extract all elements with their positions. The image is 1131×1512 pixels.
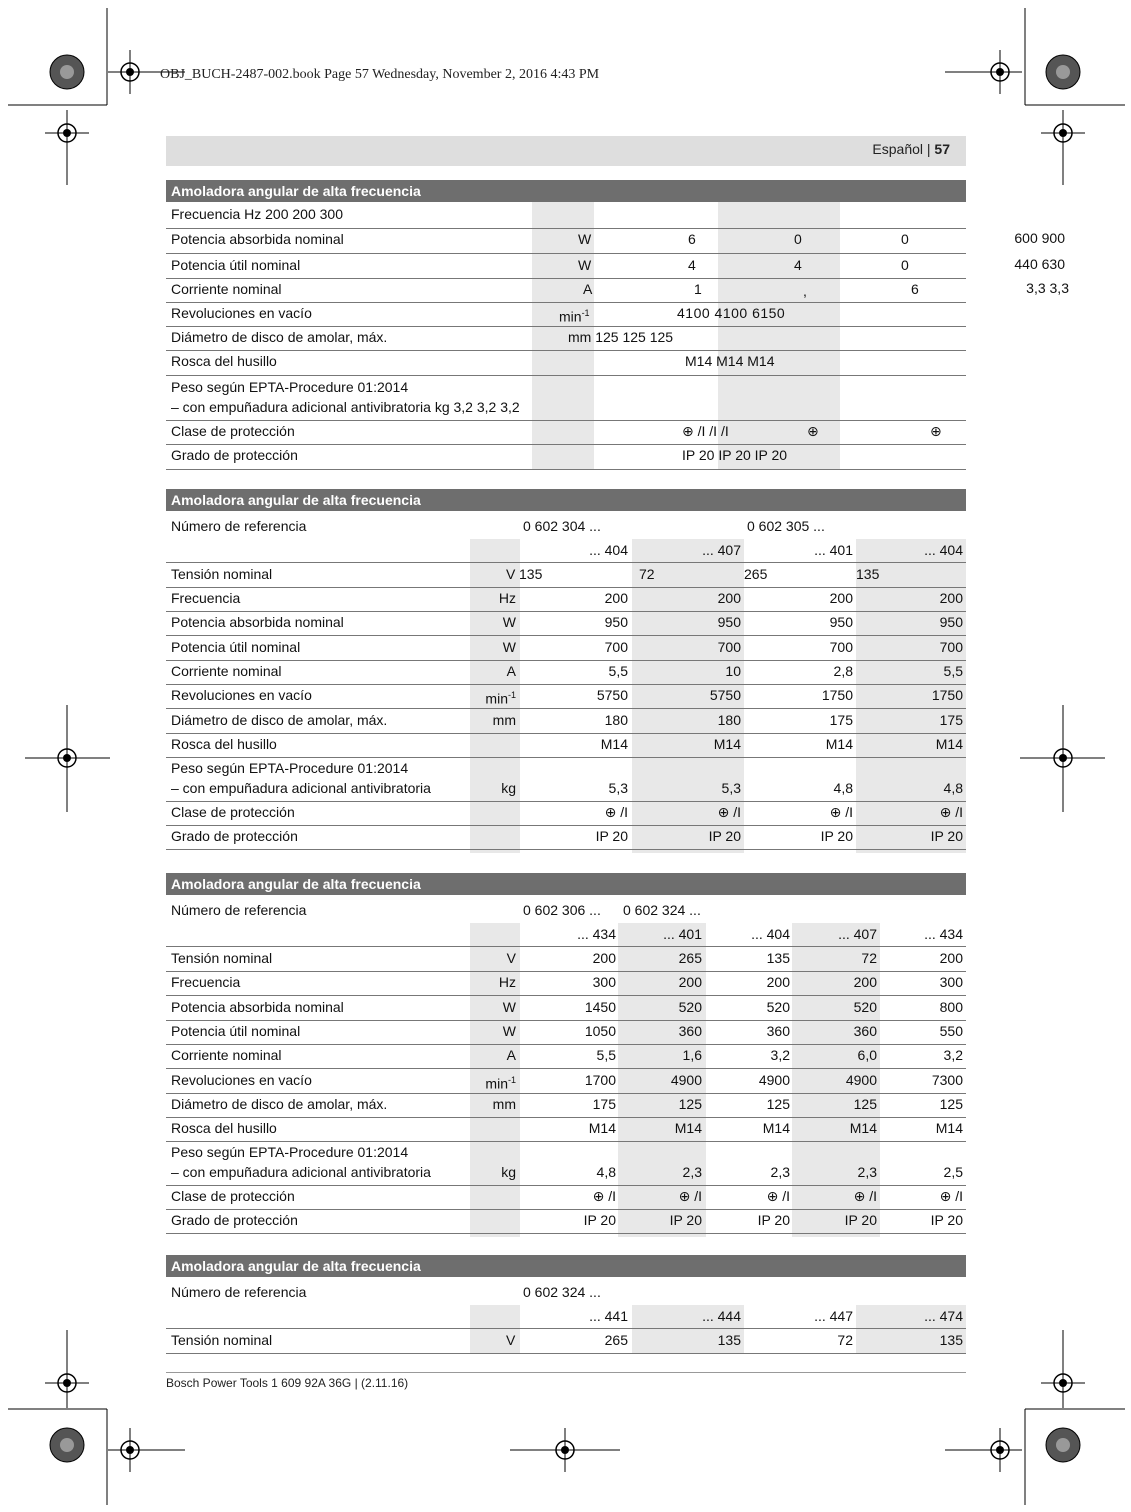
value: IP 20 xyxy=(820,828,853,845)
ref-a: 0 602 306 ... xyxy=(523,902,601,918)
unit-sup: -1 xyxy=(581,308,590,318)
unit xyxy=(507,662,516,680)
header-language: Español xyxy=(872,141,923,157)
value: , xyxy=(803,283,807,299)
row-divider xyxy=(166,1353,966,1354)
value: 4,8 xyxy=(833,780,853,797)
row-label: Clase de protección xyxy=(171,423,295,439)
value: IP 20 xyxy=(669,1212,702,1229)
row-label: Clase de protección xyxy=(171,1188,295,1205)
row-divider xyxy=(166,228,966,229)
unit xyxy=(499,589,516,607)
unit-text: W xyxy=(502,614,516,631)
row-divider xyxy=(166,350,966,351)
row-divider xyxy=(166,444,966,445)
row-divider xyxy=(166,420,966,421)
spec-table-2 xyxy=(166,489,966,853)
unit xyxy=(507,949,516,967)
value: 4,8 xyxy=(596,1164,616,1181)
value: ⊕ /I /I /I xyxy=(682,423,729,439)
row-label: Diámetro de disco de amolar, máx. xyxy=(171,711,388,728)
value: 3,2 xyxy=(770,1047,790,1064)
value: M14 xyxy=(935,1120,963,1137)
value: 175 xyxy=(939,711,963,728)
row-divider xyxy=(166,757,966,758)
unit xyxy=(485,1071,516,1093)
value: 125 xyxy=(939,1095,963,1112)
value: 200 xyxy=(939,950,963,966)
value: 520 xyxy=(678,998,702,1015)
row-divider xyxy=(166,326,966,327)
unit: V xyxy=(506,1332,516,1348)
value: 4900 xyxy=(758,1071,790,1088)
value: 200 xyxy=(604,590,628,606)
row-divider xyxy=(166,708,966,709)
value: 1700 xyxy=(584,1071,616,1088)
row-divider xyxy=(166,1141,966,1142)
value: 5,5 xyxy=(596,1047,616,1064)
row-divider xyxy=(166,587,966,588)
value: 360 xyxy=(766,1022,790,1039)
unit: W xyxy=(578,231,592,247)
unit xyxy=(499,973,516,991)
unit xyxy=(493,711,516,729)
row-divider xyxy=(166,375,966,376)
value: 700 xyxy=(604,638,628,655)
row-label: Grado de protección xyxy=(171,447,298,463)
unit: A xyxy=(583,281,593,297)
value: ⊕ /I xyxy=(939,1188,963,1205)
value: 5750 xyxy=(596,687,628,704)
value: 5,3 xyxy=(608,780,628,797)
value: ⊕ /I xyxy=(592,1188,616,1205)
value: IP 20 xyxy=(583,1212,616,1229)
value: 7300 xyxy=(931,1071,963,1088)
row-label-2: – con empuñadura adicional antivibratoria kg 3,2 3,2 3,2 xyxy=(171,399,520,415)
value: 6 xyxy=(911,281,919,297)
suffix: ... 404 xyxy=(924,542,963,558)
value: ⊕ xyxy=(807,423,819,439)
page-number: 57 xyxy=(934,141,950,157)
row-label: Rosca del husillo xyxy=(171,353,277,369)
unit-text: Hz xyxy=(498,974,516,991)
row-label: Peso según EPTA-Procedure 01:2014 xyxy=(171,1144,409,1161)
value: 520 xyxy=(853,998,877,1015)
value: 125 xyxy=(678,1095,702,1112)
row-label: Tensión nominal xyxy=(171,566,273,582)
value: 800 xyxy=(939,998,963,1015)
value: 950 xyxy=(829,614,853,631)
value: 200 xyxy=(939,590,963,606)
unit-sup: -1 xyxy=(507,1074,516,1085)
unit xyxy=(485,686,516,708)
row-label: Grado de protección xyxy=(171,828,298,845)
spec-table-3 xyxy=(166,873,966,1237)
row-divider xyxy=(166,849,966,850)
value: 2,8 xyxy=(833,662,853,679)
row-label: Potencia absorbida nominal xyxy=(171,231,344,247)
table-title: Amoladora angular de alta frecuencia xyxy=(166,1255,966,1277)
side-value: 3,3 3,3 xyxy=(1026,280,1069,296)
value: M14 xyxy=(713,735,741,752)
unit-text: A xyxy=(506,662,516,679)
row-label: Frecuencia xyxy=(171,974,241,991)
value: IP 20 xyxy=(757,1212,790,1229)
value: 180 xyxy=(717,711,741,728)
value: 1450 xyxy=(584,998,616,1015)
table-title: Amoladora angular de alta frecuencia xyxy=(166,873,966,895)
row-label: Rosca del husillo xyxy=(171,735,277,752)
value: 4 xyxy=(794,257,802,273)
row-label: Tensión nominal xyxy=(171,1332,273,1348)
value: 0 xyxy=(901,257,909,273)
value: IP 20 xyxy=(930,828,963,845)
ref-a: 0 602 324 ... xyxy=(523,1284,601,1300)
row-divider xyxy=(166,1328,966,1329)
value: 135 xyxy=(717,1332,741,1348)
row-label-2: – con empuñadura adicional antivibratoria xyxy=(171,780,431,797)
value: M14 xyxy=(762,1120,790,1137)
value: 1750 xyxy=(931,687,963,704)
ref-label: Número de referencia xyxy=(171,1284,307,1300)
value: ⊕ /I xyxy=(678,1188,702,1205)
value: 125 xyxy=(766,1095,790,1112)
value: 5,3 xyxy=(721,780,741,797)
row-label: Corriente nominal xyxy=(171,662,282,679)
value: 175 xyxy=(592,1095,616,1112)
value: M14 xyxy=(600,735,628,752)
unit-text: V xyxy=(506,950,516,966)
row-divider xyxy=(166,1209,966,1210)
value: 4 xyxy=(688,257,696,273)
value: 200 xyxy=(829,590,853,606)
ref-a: 0 602 304 ... xyxy=(523,518,601,534)
row-divider xyxy=(166,278,966,279)
value: 6 xyxy=(688,231,696,247)
value: IP 20 xyxy=(595,828,628,845)
value: IP 20 xyxy=(844,1212,877,1229)
table-title: Amoladora angular de alta frecuencia xyxy=(166,180,966,202)
value: 135 xyxy=(939,1332,963,1348)
ref-label: Número de referencia xyxy=(171,518,307,534)
row-label: Potencia útil nominal xyxy=(171,1022,301,1039)
unit: V xyxy=(506,566,516,582)
value: 5750 xyxy=(709,687,741,704)
value: ⊕ /I xyxy=(604,804,628,821)
value: 135 xyxy=(766,950,790,966)
value: 265 xyxy=(678,950,702,966)
value: 5,5 xyxy=(943,662,963,679)
row-divider xyxy=(166,825,966,826)
row-divider xyxy=(166,684,966,685)
value: 6,0 xyxy=(857,1047,877,1064)
value: 3,2 xyxy=(943,1047,963,1064)
row-label: Potencia útil nominal xyxy=(171,638,301,655)
value: 4900 xyxy=(845,1071,877,1088)
suffix: ... 401 xyxy=(814,542,853,558)
row-divider xyxy=(166,1044,966,1045)
value: 200 xyxy=(717,590,741,606)
value: 2,5 xyxy=(943,1164,963,1181)
suffix: ... 401 xyxy=(663,926,702,942)
value: 1050 xyxy=(584,1022,616,1039)
row-label: Corriente nominal xyxy=(171,281,282,297)
unit xyxy=(493,1095,516,1113)
suffix: ... 444 xyxy=(702,1308,741,1324)
value: 175 xyxy=(829,711,853,728)
value: ⊕ /I xyxy=(939,804,963,821)
value: ⊕ /I xyxy=(829,804,853,821)
value: 180 xyxy=(604,711,628,728)
value: 2,3 xyxy=(682,1164,702,1181)
table-title: Amoladora angular de alta frecuencia xyxy=(166,489,966,511)
unit-text: min xyxy=(559,308,582,325)
row-label: Potencia absorbida nominal xyxy=(171,614,344,631)
row-label: Peso según EPTA-Procedure 01:2014 xyxy=(171,760,409,777)
row-divider xyxy=(166,660,966,661)
value: 2,3 xyxy=(770,1164,790,1181)
value: 700 xyxy=(717,638,741,655)
unit-text: min xyxy=(485,690,508,707)
printer-slug: OBJ_BUCH-2487-002.book Page 57 Wednesday, November 2, 2016 4:43 PM xyxy=(160,67,600,82)
row-divider xyxy=(166,1068,966,1069)
value: 360 xyxy=(678,1022,702,1039)
unit xyxy=(503,1022,516,1040)
value: IP 20 xyxy=(930,1212,963,1229)
value: M14 xyxy=(935,735,963,752)
value: ⊕ /I xyxy=(766,1188,790,1205)
unit-text: mm xyxy=(492,1095,516,1112)
row-divider xyxy=(166,635,966,636)
value: ⊕ /I xyxy=(717,804,741,821)
suffix: ... 474 xyxy=(924,1308,963,1324)
unit xyxy=(503,998,516,1016)
unit-text: W xyxy=(502,1022,516,1039)
suffix: ... 404 xyxy=(589,542,628,558)
unit xyxy=(501,1163,516,1181)
row-label: Diámetro de disco de amolar, máx. xyxy=(171,1095,388,1112)
value: IP 20 xyxy=(708,828,741,845)
row-label: Corriente nominal xyxy=(171,1047,282,1064)
value: 72 xyxy=(639,566,655,582)
row-label: Potencia absorbida nominal xyxy=(171,998,344,1015)
suffix: ... 434 xyxy=(924,926,963,942)
row-divider xyxy=(166,562,966,563)
row-label: Rosca del husillo xyxy=(171,1120,277,1137)
row-divider xyxy=(166,302,966,303)
value: 72 xyxy=(861,950,877,966)
unit xyxy=(503,613,516,631)
value: 125 xyxy=(853,1095,877,1112)
ref-label: Número de referencia xyxy=(171,902,307,918)
row-divider xyxy=(166,733,966,734)
values: M14 M14 M14 xyxy=(685,353,775,369)
unit-text: A xyxy=(506,1047,516,1064)
value: 4900 xyxy=(670,1071,702,1088)
value: 700 xyxy=(829,638,853,655)
row-divider xyxy=(166,253,966,254)
value: 700 xyxy=(939,638,963,655)
unit-sup: -1 xyxy=(507,690,516,701)
row-label: Revoluciones en vacío xyxy=(171,305,312,321)
row-divider xyxy=(166,946,966,947)
suffix: ... 407 xyxy=(702,542,741,558)
value: M14 xyxy=(674,1120,702,1137)
value: 550 xyxy=(939,1022,963,1039)
row-label: Peso según EPTA-Procedure 01:2014 xyxy=(171,379,409,395)
suffix: ... 441 xyxy=(589,1308,628,1324)
value: 5,5 xyxy=(608,662,628,679)
row-label: Potencia útil nominal xyxy=(171,257,301,273)
row-divider xyxy=(166,1020,966,1021)
row-label: Grado de protección xyxy=(171,1212,298,1229)
value: M14 xyxy=(825,735,853,752)
value: 1750 xyxy=(821,687,853,704)
unit-text: W xyxy=(502,638,516,655)
row-label: Revoluciones en vacío xyxy=(171,1071,312,1088)
row-label: Tensión nominal xyxy=(171,950,273,966)
value: ⊕ /I xyxy=(853,1188,877,1205)
value: 950 xyxy=(717,614,741,631)
unit-text: W xyxy=(502,998,516,1015)
row-divider xyxy=(166,1233,966,1234)
row-divider xyxy=(166,611,966,612)
values: mm 125 125 125 xyxy=(568,329,674,345)
unit xyxy=(501,779,516,797)
row-label: Frecuencia xyxy=(171,590,241,606)
value: 265 xyxy=(744,566,768,582)
row-label: Diámetro de disco de amolar, máx. xyxy=(171,329,388,345)
spec-table-4 xyxy=(166,1255,966,1355)
value: M14 xyxy=(849,1120,877,1137)
ref-b: 0 602 324 ... xyxy=(623,902,701,918)
value: 0 xyxy=(794,231,802,247)
value: M14 xyxy=(588,1120,616,1137)
unit xyxy=(503,638,516,656)
value: ⊕ xyxy=(930,423,942,439)
values: IP 20 IP 20 IP 20 xyxy=(682,447,788,463)
column-shade xyxy=(718,202,840,470)
value: 1,6 xyxy=(682,1047,702,1064)
row-label: Clase de protección xyxy=(171,804,295,821)
value: 2,3 xyxy=(857,1164,877,1181)
side-value: 440 630 xyxy=(1014,256,1065,272)
suffix: ... 447 xyxy=(814,1308,853,1324)
row-divider xyxy=(166,801,966,802)
value: 950 xyxy=(604,614,628,631)
value: 265 xyxy=(604,1332,628,1348)
ref-b: 0 602 305 ... xyxy=(747,518,825,534)
unit-text: Hz xyxy=(498,590,516,606)
row-divider xyxy=(166,1093,966,1094)
values: 4100 4100 6150 xyxy=(677,305,786,321)
value: 1 xyxy=(694,281,702,297)
row-divider xyxy=(166,469,966,470)
unit: W xyxy=(578,257,592,273)
unit-text: mm xyxy=(492,711,516,728)
unit xyxy=(507,1046,516,1064)
value: 360 xyxy=(853,1022,877,1039)
row-label: Revoluciones en vacío xyxy=(171,687,312,704)
spec-table-1 xyxy=(166,180,966,470)
suffix: ... 407 xyxy=(838,926,877,942)
unit xyxy=(559,304,590,326)
suffix: ... 404 xyxy=(751,926,790,942)
suffix: ... 434 xyxy=(577,926,616,942)
value: 4,8 xyxy=(943,780,963,797)
row-label-2: – con empuñadura adicional antivibratoria xyxy=(171,1164,431,1181)
page-header-text xyxy=(872,141,950,157)
header-separator: | xyxy=(923,141,935,157)
row-divider xyxy=(166,971,966,972)
value: 0 xyxy=(901,231,909,247)
value: 200 xyxy=(853,974,877,991)
unit-text: min xyxy=(485,1075,508,1092)
unit-text: kg xyxy=(501,780,516,797)
value: 135 xyxy=(519,566,543,582)
page-footer: Bosch Power Tools 1 609 92A 36G | (2.11.16) xyxy=(166,1376,409,1390)
row-divider xyxy=(166,1185,966,1186)
row-divider xyxy=(166,1117,966,1118)
value: 72 xyxy=(837,1332,853,1348)
unit-text: kg xyxy=(501,1164,516,1181)
row-frecuencia: Frecuencia Hz 200 200 300 xyxy=(171,206,343,222)
value: 200 xyxy=(678,974,702,991)
value: 300 xyxy=(592,974,616,991)
value: 200 xyxy=(766,974,790,991)
value: 300 xyxy=(939,974,963,991)
row-divider xyxy=(166,995,966,996)
page-header xyxy=(166,136,966,166)
value: 200 xyxy=(592,950,616,966)
value: 950 xyxy=(939,614,963,631)
value: 520 xyxy=(766,998,790,1015)
side-value: 600 900 xyxy=(1014,230,1065,246)
value: 10 xyxy=(725,662,741,679)
footer-divider xyxy=(166,1372,966,1373)
value: 135 xyxy=(856,566,880,582)
